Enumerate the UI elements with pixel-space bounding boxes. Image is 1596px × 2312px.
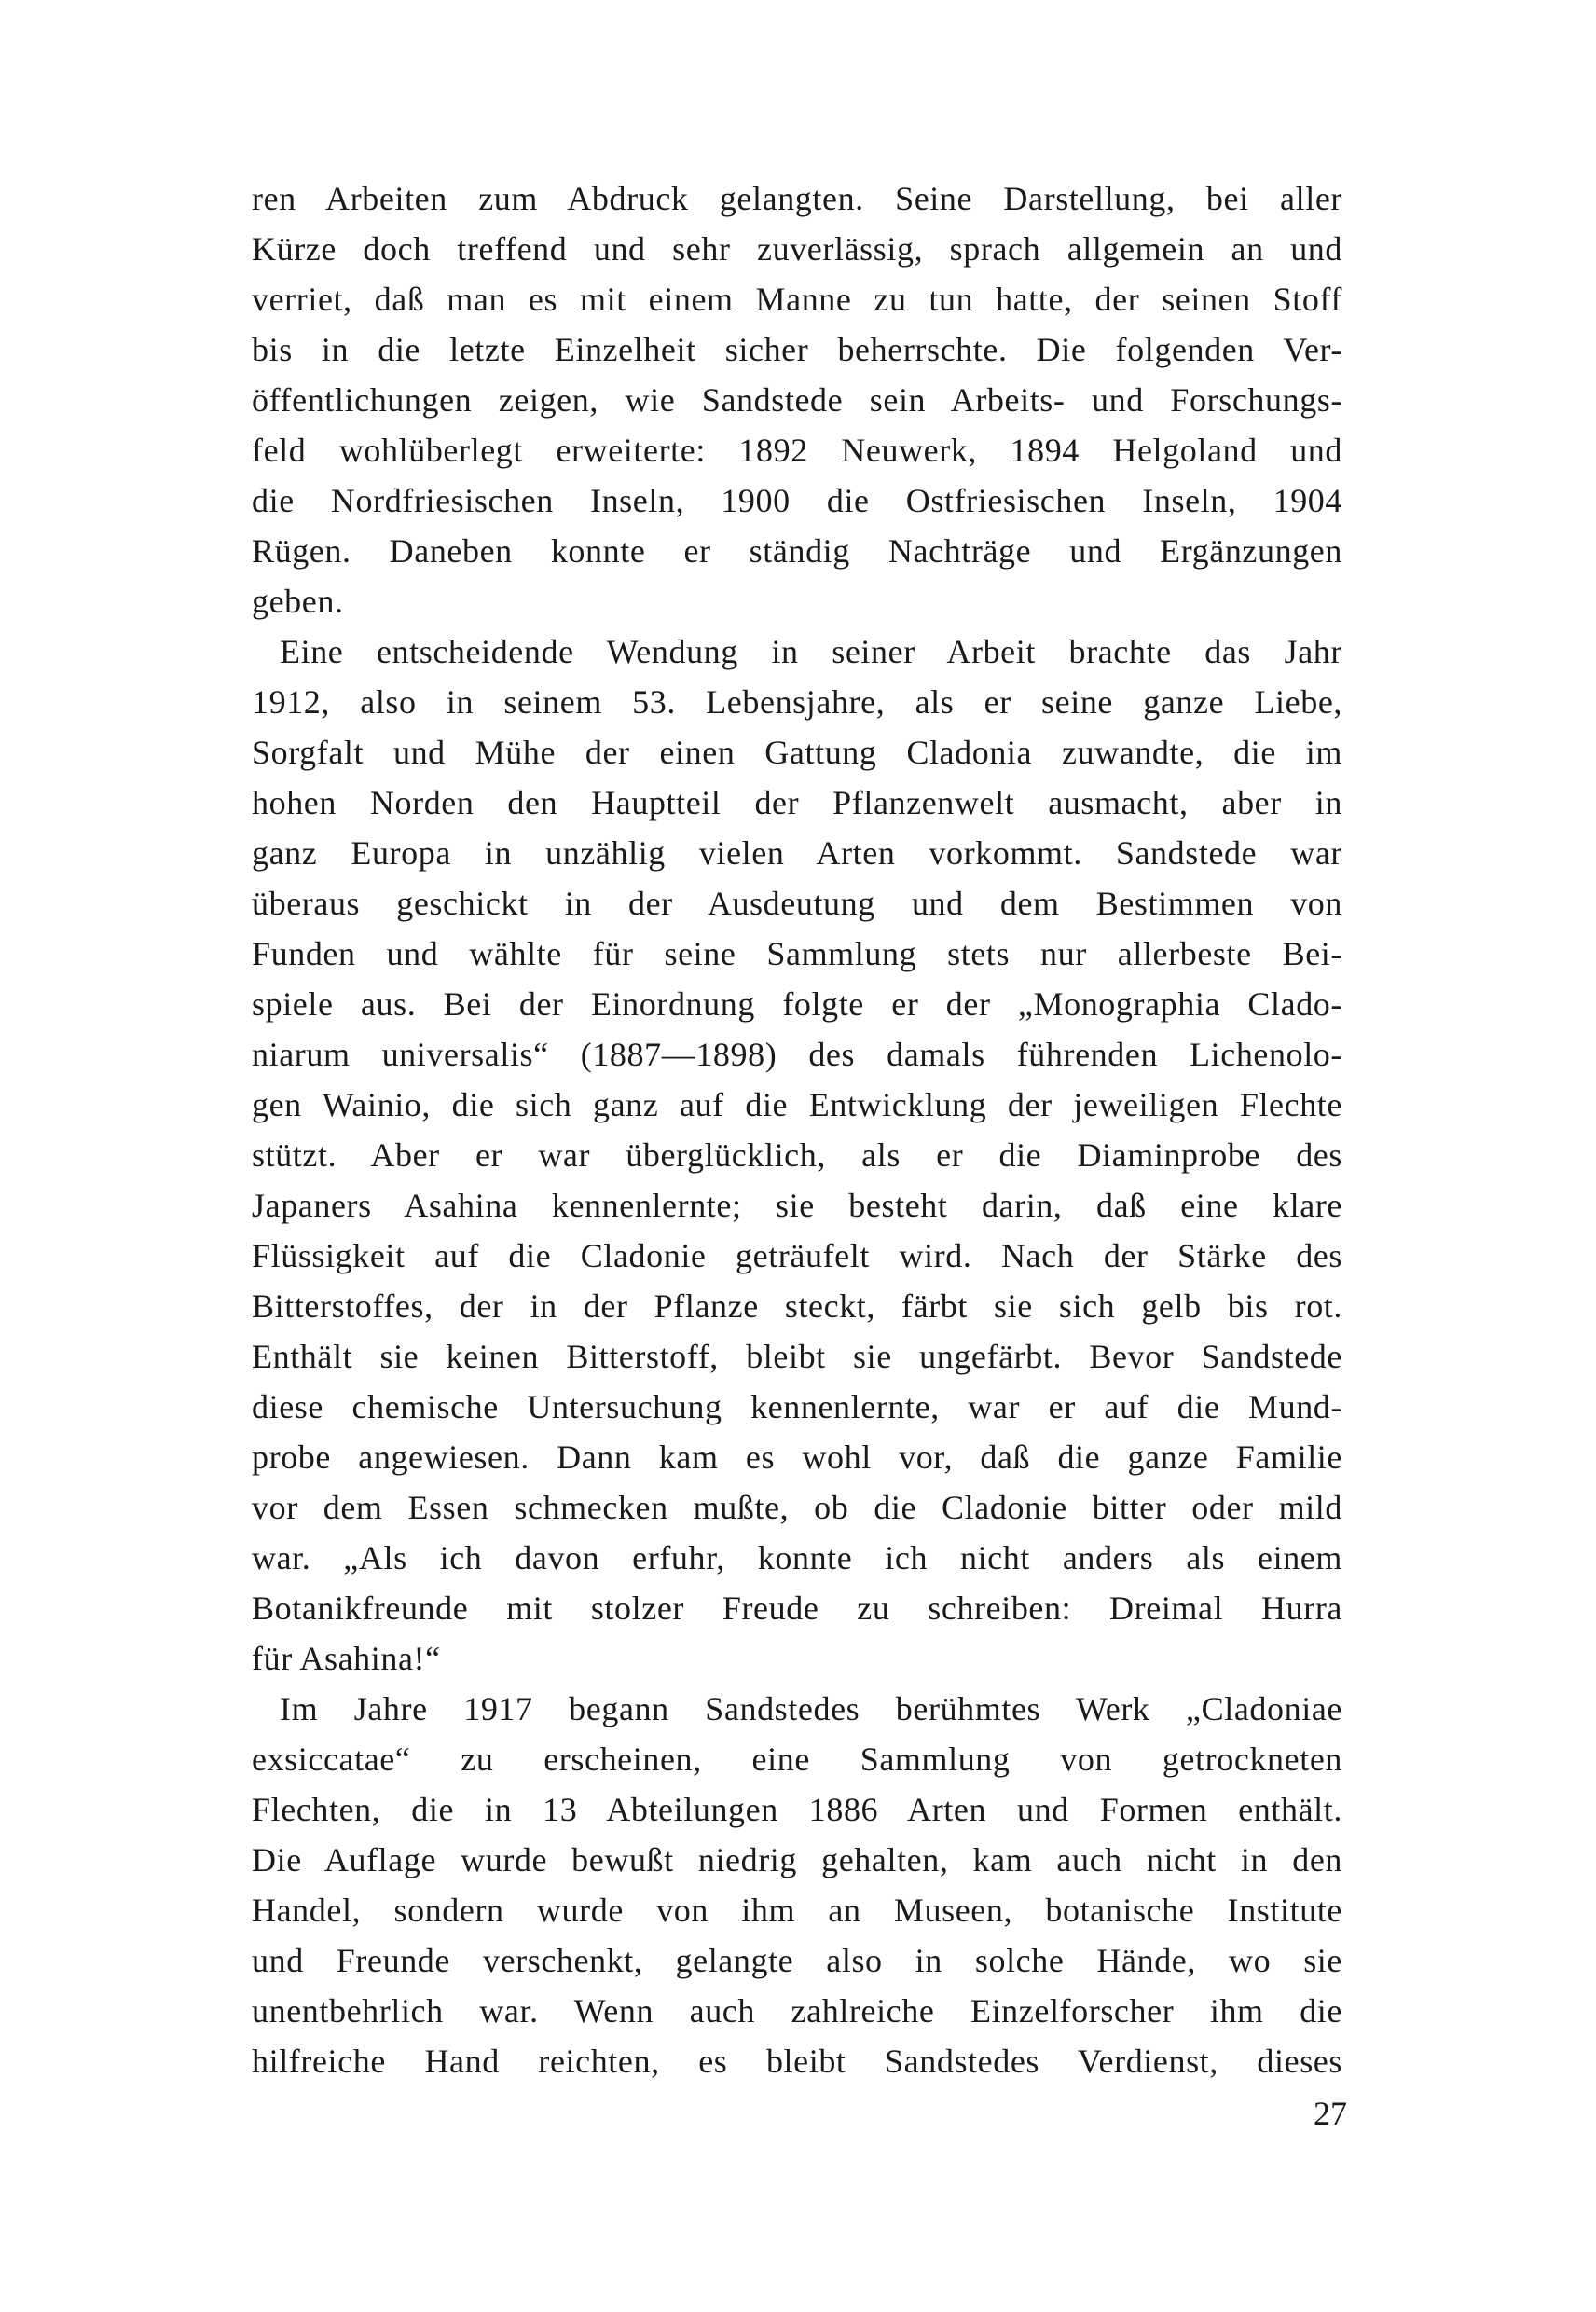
text-line: hilfreiche Hand reichten, es bleibt Sandstedes Verdienst, dieses: [252, 2043, 1342, 2080]
text-line: für Asahina!“: [252, 1640, 441, 1677]
text-line: Handel, sondern wurde von ihm an Museen, botanische Institute: [252, 1892, 1342, 1929]
text-line: probe angewiesen. Dann kam es wohl vor, daß die ganze Familie: [252, 1438, 1342, 1476]
text-line: bis in die letzte Einzelheit sicher beherrschte. Die folgenden Ver-: [252, 331, 1342, 368]
text-line: war. „Als ich davon erfuhr, konnte ich nicht anders als einem: [252, 1539, 1342, 1576]
text-line: Botanikfreunde mit stolzer Freude zu schreiben: Dreimal Hurra: [252, 1590, 1342, 1627]
text-line: gen Wainio, die sich ganz auf die Entwicklung der jeweiligen Flechte: [252, 1086, 1342, 1123]
text-line: hohen Norden den Hauptteil der Pflanzenwelt ausmacht, aber in: [252, 784, 1342, 821]
text-line: Sorgfalt und Mühe der einen Gattung Cladonia zuwandte, die im: [252, 734, 1342, 771]
text-line: diese chemische Untersuchung kennenlernte, war er auf die Mund-: [252, 1388, 1342, 1425]
text-line: Enthält sie keinen Bitterstoff, bleibt sie ungefärbt. Bevor Sandstede: [252, 1338, 1342, 1375]
text-line: die Nordfriesischen Inseln, 1900 die Ostfriesischen Inseln, 1904: [252, 482, 1342, 519]
text-line: Flechten, die in 13 Abteilungen 1886 Arten und Formen enthält.: [252, 1791, 1342, 1828]
text-line: ren Arbeiten zum Abdruck gelangten. Seine Darstellung, bei aller: [252, 180, 1342, 217]
text-line: Funden und wählte für seine Sammlung stets nur allerbeste Bei-: [252, 935, 1342, 972]
text-line: öffentlichungen zeigen, wie Sandstede sein Arbeits- und Forschungs-: [252, 381, 1342, 419]
text-line: und Freunde verschenkt, gelangte also in solche Hände, wo sie: [252, 1942, 1342, 1979]
text-line: Japaners Asahina kennenlernte; sie besteht darin, daß eine klare: [252, 1187, 1342, 1224]
text-line: stützt. Aber er war überglücklich, als er die Diaminprobe des: [252, 1136, 1342, 1174]
body-text: [252, 173, 1342, 2086]
text-line: geben.: [252, 583, 344, 620]
text-line: ganz Europa in unzählig vielen Arten vorkommt. Sandstede war: [252, 834, 1342, 872]
text-line: überaus geschickt in der Ausdeutung und dem Bestimmen von: [252, 885, 1342, 922]
text-line: Bitterstoffes, der in der Pflanze steckt, färbt sie sich gelb bis rot.: [252, 1287, 1342, 1325]
text-line: vor dem Essen schmecken mußte, ob die Cladonie bitter oder mild: [252, 1489, 1342, 1526]
paragraph-start-line: Eine entscheidende Wendung in seiner Arbeit brachte das Jahr: [280, 633, 1342, 670]
text-line: unentbehrlich war. Wenn auch zahlreiche Einzelforscher ihm die: [252, 1992, 1342, 2030]
page-number: 27: [1314, 2095, 1347, 2132]
text-line: feld wohlüberlegt erweiterte: 1892 Neuwerk, 1894 Helgoland und: [252, 432, 1342, 469]
paragraph-start-line: Im Jahre 1917 begann Sandstedes berühmtes Werk „Cladoniae: [280, 1690, 1342, 1727]
text-line: 1912, also in seinem 53. Lebensjahre, als er seine ganze Liebe,: [252, 683, 1342, 721]
text-line: Kürze doch treffend und sehr zuverlässig, sprach allgemein an und: [252, 230, 1342, 268]
text-line: exsiccatae“ zu erscheinen, eine Sammlung von getrockneten: [252, 1741, 1342, 1778]
text-line: verriet, daß man es mit einem Manne zu tun hatte, der seinen Stoff: [252, 281, 1342, 318]
text-line: niarum universalis“ (1887—1898) des damals führenden Lichenolo-: [252, 1036, 1342, 1073]
text-line: Die Auflage wurde bewußt niedrig gehalten, kam auch nicht in den: [252, 1841, 1342, 1878]
text-line: Flüssigkeit auf die Cladonie geträufelt wird. Nach der Stärke des: [252, 1237, 1342, 1274]
text-line: Rügen. Daneben konnte er ständig Nachträge und Ergänzungen: [252, 532, 1342, 570]
text-line: spiele aus. Bei der Einordnung folgte er der „Monographia Cladο-: [252, 985, 1342, 1023]
